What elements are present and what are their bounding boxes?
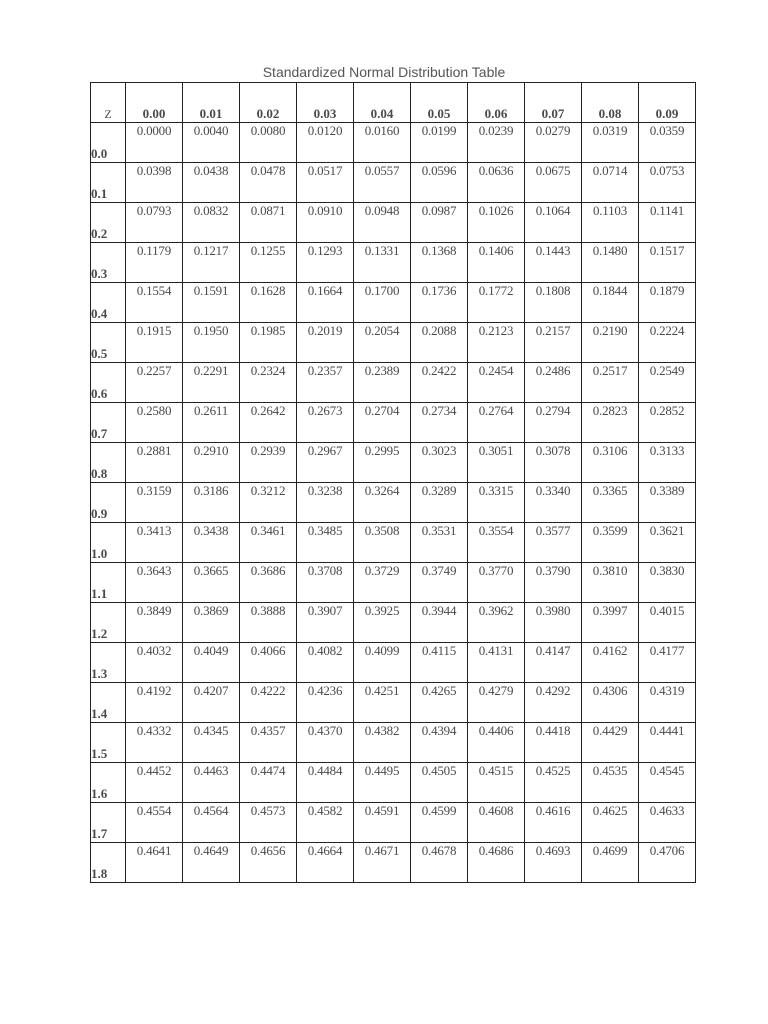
- table-cell: 0.3686: [240, 563, 297, 603]
- table-cell: 0.3023: [411, 443, 468, 483]
- table-cell: 0.4599: [411, 803, 468, 843]
- column-header: 0.01: [183, 83, 240, 123]
- table-row: [91, 483, 696, 523]
- column-header: 0.08: [582, 83, 639, 123]
- table-cell: 0.3159: [126, 483, 183, 523]
- table-cell: 0.4222: [240, 683, 297, 723]
- table-cell: 0.1772: [468, 283, 525, 323]
- table-cell: 0.4495: [354, 763, 411, 803]
- table-row: [91, 283, 696, 323]
- table-cell: 0.4292: [525, 683, 582, 723]
- table-cell: 0.1985: [240, 323, 297, 363]
- table-cell: 0.0120: [297, 123, 354, 163]
- table-cell: 0.3708: [297, 563, 354, 603]
- z-row-label: 0.1: [91, 163, 126, 203]
- table-cell: 0.4251: [354, 683, 411, 723]
- table-cell: 0.4484: [297, 763, 354, 803]
- table-cell: 0.3461: [240, 523, 297, 563]
- table-cell: 0.3749: [411, 563, 468, 603]
- table-cell: 0.1554: [126, 283, 183, 323]
- table-cell: 0.0714: [582, 163, 639, 203]
- table-cell: 0.4147: [525, 643, 582, 683]
- table-cell: 0.2324: [240, 363, 297, 403]
- table-cell: 0.1700: [354, 283, 411, 323]
- table-cell: 0.2054: [354, 323, 411, 363]
- table-cell: 0.3944: [411, 603, 468, 643]
- table-cell: 0.3508: [354, 523, 411, 563]
- table-cell: 0.4671: [354, 843, 411, 883]
- table-header-row: [91, 83, 696, 123]
- table-cell: 0.2257: [126, 363, 183, 403]
- z-row-label: 0.6: [91, 363, 126, 403]
- table-cell: 0.4535: [582, 763, 639, 803]
- z-row-label: 1.4: [91, 683, 126, 723]
- table-cell: 0.4641: [126, 843, 183, 883]
- table-cell: 0.4441: [639, 723, 696, 763]
- table-row: [91, 603, 696, 643]
- table-cell: 0.0910: [297, 203, 354, 243]
- table-cell: 0.2088: [411, 323, 468, 363]
- table-cell: 0.4656: [240, 843, 297, 883]
- table-cell: 0.3106: [582, 443, 639, 483]
- table-cell: 0.2910: [183, 443, 240, 483]
- z-row-label: 0.8: [91, 443, 126, 483]
- table-cell: 0.4345: [183, 723, 240, 763]
- table-cell: 0.2454: [468, 363, 525, 403]
- table-cell: 0.3531: [411, 523, 468, 563]
- table-cell: 0.4177: [639, 643, 696, 683]
- table-cell: 0.0753: [639, 163, 696, 203]
- table-cell: 0.4370: [297, 723, 354, 763]
- z-row-label: 0.2: [91, 203, 126, 243]
- table-cell: 0.1736: [411, 283, 468, 323]
- table-body: [91, 123, 696, 883]
- column-header: 0.04: [354, 83, 411, 123]
- table-cell: 0.1217: [183, 243, 240, 283]
- table-cell: 0.4066: [240, 643, 297, 683]
- table-cell: 0.0596: [411, 163, 468, 203]
- z-row-label: 1.5: [91, 723, 126, 763]
- table-cell: 0.4699: [582, 843, 639, 883]
- table-row: [91, 763, 696, 803]
- table-cell: 0.3790: [525, 563, 582, 603]
- table-cell: 0.4463: [183, 763, 240, 803]
- table-cell: 0.0636: [468, 163, 525, 203]
- table-cell: 0.4192: [126, 683, 183, 723]
- table-cell: 0.4265: [411, 683, 468, 723]
- table-row: [91, 203, 696, 243]
- table-cell: 0.2611: [183, 403, 240, 443]
- table-cell: 0.2224: [639, 323, 696, 363]
- z-row-label: 0.0: [91, 123, 126, 163]
- table-cell: 0.0239: [468, 123, 525, 163]
- table-cell: 0.1517: [639, 243, 696, 283]
- z-column-header: Z: [91, 83, 126, 123]
- table-cell: 0.4525: [525, 763, 582, 803]
- table-row: [91, 163, 696, 203]
- table-cell: 0.2389: [354, 363, 411, 403]
- column-header: 0.09: [639, 83, 696, 123]
- z-row-label: 1.0: [91, 523, 126, 563]
- z-row-label: 0.4: [91, 283, 126, 323]
- column-header: 0.00: [126, 83, 183, 123]
- table-cell: 0.4616: [525, 803, 582, 843]
- table-cell: 0.3238: [297, 483, 354, 523]
- table-cell: 0.3186: [183, 483, 240, 523]
- z-row-label: 1.2: [91, 603, 126, 643]
- table-cell: 0.4207: [183, 683, 240, 723]
- table-cell: 0.1331: [354, 243, 411, 283]
- table-cell: 0.3078: [525, 443, 582, 483]
- column-header: 0.02: [240, 83, 297, 123]
- table-cell: 0.3599: [582, 523, 639, 563]
- table-cell: 0.4633: [639, 803, 696, 843]
- table-cell: 0.4625: [582, 803, 639, 843]
- table-cell: 0.0517: [297, 163, 354, 203]
- table-cell: 0.4429: [582, 723, 639, 763]
- table-cell: 0.3907: [297, 603, 354, 643]
- table-cell: 0.4115: [411, 643, 468, 683]
- table-row: [91, 443, 696, 483]
- table-cell: 0.2486: [525, 363, 582, 403]
- table-cell: 0.4406: [468, 723, 525, 763]
- table-cell: 0.2704: [354, 403, 411, 443]
- table-cell: 0.2123: [468, 323, 525, 363]
- table-cell: 0.4332: [126, 723, 183, 763]
- z-row-label: 1.3: [91, 643, 126, 683]
- z-table: [90, 82, 696, 883]
- table-cell: 0.0478: [240, 163, 297, 203]
- table-cell: 0.1591: [183, 283, 240, 323]
- table-cell: 0.4394: [411, 723, 468, 763]
- table-cell: 0.3051: [468, 443, 525, 483]
- table-cell: 0.4693: [525, 843, 582, 883]
- table-cell: 0.4591: [354, 803, 411, 843]
- table-cell: 0.1064: [525, 203, 582, 243]
- z-row-label: 1.7: [91, 803, 126, 843]
- table-cell: 0.3340: [525, 483, 582, 523]
- table-cell: 0.3665: [183, 563, 240, 603]
- table-cell: 0.0675: [525, 163, 582, 203]
- table-cell: 0.3289: [411, 483, 468, 523]
- table-cell: 0.3830: [639, 563, 696, 603]
- table-cell: 0.1026: [468, 203, 525, 243]
- table-cell: 0.2642: [240, 403, 297, 443]
- table-cell: 0.0557: [354, 163, 411, 203]
- table-cell: 0.4706: [639, 843, 696, 883]
- table-cell: 0.2157: [525, 323, 582, 363]
- column-header: 0.05: [411, 83, 468, 123]
- table-cell: 0.3925: [354, 603, 411, 643]
- table-row: [91, 403, 696, 443]
- table-cell: 0.4418: [525, 723, 582, 763]
- table-cell: 0.4573: [240, 803, 297, 843]
- table-cell: 0.2517: [582, 363, 639, 403]
- table-cell: 0.0000: [126, 123, 183, 163]
- table-cell: 0.2019: [297, 323, 354, 363]
- table-row: [91, 723, 696, 763]
- table-cell: 0.4099: [354, 643, 411, 683]
- table-cell: 0.4505: [411, 763, 468, 803]
- z-row-label: 0.5: [91, 323, 126, 363]
- table-cell: 0.3621: [639, 523, 696, 563]
- table-cell: 0.3849: [126, 603, 183, 643]
- column-header: 0.06: [468, 83, 525, 123]
- table-cell: 0.1480: [582, 243, 639, 283]
- table-row: [91, 843, 696, 883]
- table-cell: 0.4049: [183, 643, 240, 683]
- table-cell: 0.0948: [354, 203, 411, 243]
- table-cell: 0.2422: [411, 363, 468, 403]
- table-cell: 0.3315: [468, 483, 525, 523]
- table-row: [91, 323, 696, 363]
- page-title: Standardized Normal Distribution Table: [262, 64, 506, 80]
- table-cell: 0.4582: [297, 803, 354, 843]
- table-cell: 0.2580: [126, 403, 183, 443]
- table-cell: 0.3264: [354, 483, 411, 523]
- table-cell: 0.0398: [126, 163, 183, 203]
- table-row: [91, 643, 696, 683]
- table-cell: 0.3389: [639, 483, 696, 523]
- table-cell: 0.1368: [411, 243, 468, 283]
- z-row-label: 1.6: [91, 763, 126, 803]
- table-cell: 0.3133: [639, 443, 696, 483]
- table-cell: 0.0832: [183, 203, 240, 243]
- table-cell: 0.0319: [582, 123, 639, 163]
- table-row: [91, 523, 696, 563]
- table-cell: 0.2673: [297, 403, 354, 443]
- table-cell: 0.3577: [525, 523, 582, 563]
- table-cell: 0.3810: [582, 563, 639, 603]
- table-cell: 0.0438: [183, 163, 240, 203]
- table-cell: 0.4452: [126, 763, 183, 803]
- table-row: [91, 123, 696, 163]
- table-cell: 0.2823: [582, 403, 639, 443]
- table-cell: 0.3888: [240, 603, 297, 643]
- table-cell: 0.1255: [240, 243, 297, 283]
- z-row-label: 0.3: [91, 243, 126, 283]
- table-row: [91, 363, 696, 403]
- table-cell: 0.1443: [525, 243, 582, 283]
- table-cell: 0.4554: [126, 803, 183, 843]
- table-cell: 0.1179: [126, 243, 183, 283]
- table-cell: 0.0987: [411, 203, 468, 243]
- table-cell: 0.1628: [240, 283, 297, 323]
- table-cell: 0.4082: [297, 643, 354, 683]
- table-cell: 0.4236: [297, 683, 354, 723]
- table-cell: 0.0160: [354, 123, 411, 163]
- table-cell: 0.1664: [297, 283, 354, 323]
- table-cell: 0.4545: [639, 763, 696, 803]
- table-cell: 0.1406: [468, 243, 525, 283]
- table-cell: 0.3997: [582, 603, 639, 643]
- table-cell: 0.4608: [468, 803, 525, 843]
- table-cell: 0.4474: [240, 763, 297, 803]
- table-cell: 0.3980: [525, 603, 582, 643]
- table-cell: 0.1293: [297, 243, 354, 283]
- table-cell: 0.3554: [468, 523, 525, 563]
- z-row-label: 1.1: [91, 563, 126, 603]
- table-cell: 0.0279: [525, 123, 582, 163]
- table-cell: 0.4515: [468, 763, 525, 803]
- table-cell: 0.1141: [639, 203, 696, 243]
- table-cell: 0.3770: [468, 563, 525, 603]
- table-cell: 0.1915: [126, 323, 183, 363]
- table-cell: 0.0199: [411, 123, 468, 163]
- table-cell: 0.4032: [126, 643, 183, 683]
- table-cell: 0.4319: [639, 683, 696, 723]
- table-cell: 0.2939: [240, 443, 297, 483]
- table-cell: 0.1103: [582, 203, 639, 243]
- table-cell: 0.1950: [183, 323, 240, 363]
- table-cell: 0.4015: [639, 603, 696, 643]
- table-cell: 0.4162: [582, 643, 639, 683]
- table-cell: 0.0793: [126, 203, 183, 243]
- table-cell: 0.4357: [240, 723, 297, 763]
- table-cell: 0.4279: [468, 683, 525, 723]
- table-cell: 0.2881: [126, 443, 183, 483]
- table-cell: 0.3869: [183, 603, 240, 643]
- table-cell: 0.3413: [126, 523, 183, 563]
- z-row-label: 0.7: [91, 403, 126, 443]
- table-cell: 0.4686: [468, 843, 525, 883]
- table-cell: 0.0871: [240, 203, 297, 243]
- table-row: [91, 243, 696, 283]
- table-row: [91, 563, 696, 603]
- table-cell: 0.2764: [468, 403, 525, 443]
- column-header: 0.07: [525, 83, 582, 123]
- table-cell: 0.3485: [297, 523, 354, 563]
- column-header: 0.03: [297, 83, 354, 123]
- table-cell: 0.3438: [183, 523, 240, 563]
- table-cell: 0.0080: [240, 123, 297, 163]
- table-cell: 0.2734: [411, 403, 468, 443]
- table-cell: 0.4306: [582, 683, 639, 723]
- table-cell: 0.0040: [183, 123, 240, 163]
- table-cell: 0.4564: [183, 803, 240, 843]
- table-cell: 0.3212: [240, 483, 297, 523]
- table-cell: 0.3365: [582, 483, 639, 523]
- table-cell: 0.2549: [639, 363, 696, 403]
- table-row: [91, 803, 696, 843]
- table-cell: 0.4678: [411, 843, 468, 883]
- z-row-label: 1.8: [91, 843, 126, 883]
- table-cell: 0.4382: [354, 723, 411, 763]
- table-cell: 0.1844: [582, 283, 639, 323]
- table-cell: 0.2291: [183, 363, 240, 403]
- table-cell: 0.3643: [126, 563, 183, 603]
- z-row-label: 0.9: [91, 483, 126, 523]
- table-cell: 0.2190: [582, 323, 639, 363]
- table-cell: 0.4649: [183, 843, 240, 883]
- table-cell: 0.2852: [639, 403, 696, 443]
- table-cell: 0.2967: [297, 443, 354, 483]
- table-cell: 0.1879: [639, 283, 696, 323]
- table-cell: 0.2995: [354, 443, 411, 483]
- table-row: [91, 683, 696, 723]
- table-cell: 0.4131: [468, 643, 525, 683]
- table-cell: 0.1808: [525, 283, 582, 323]
- table-cell: 0.4664: [297, 843, 354, 883]
- table-cell: 0.2357: [297, 363, 354, 403]
- table-cell: 0.3729: [354, 563, 411, 603]
- table-cell: 0.0359: [639, 123, 696, 163]
- table-cell: 0.3962: [468, 603, 525, 643]
- table-cell: 0.2794: [525, 403, 582, 443]
